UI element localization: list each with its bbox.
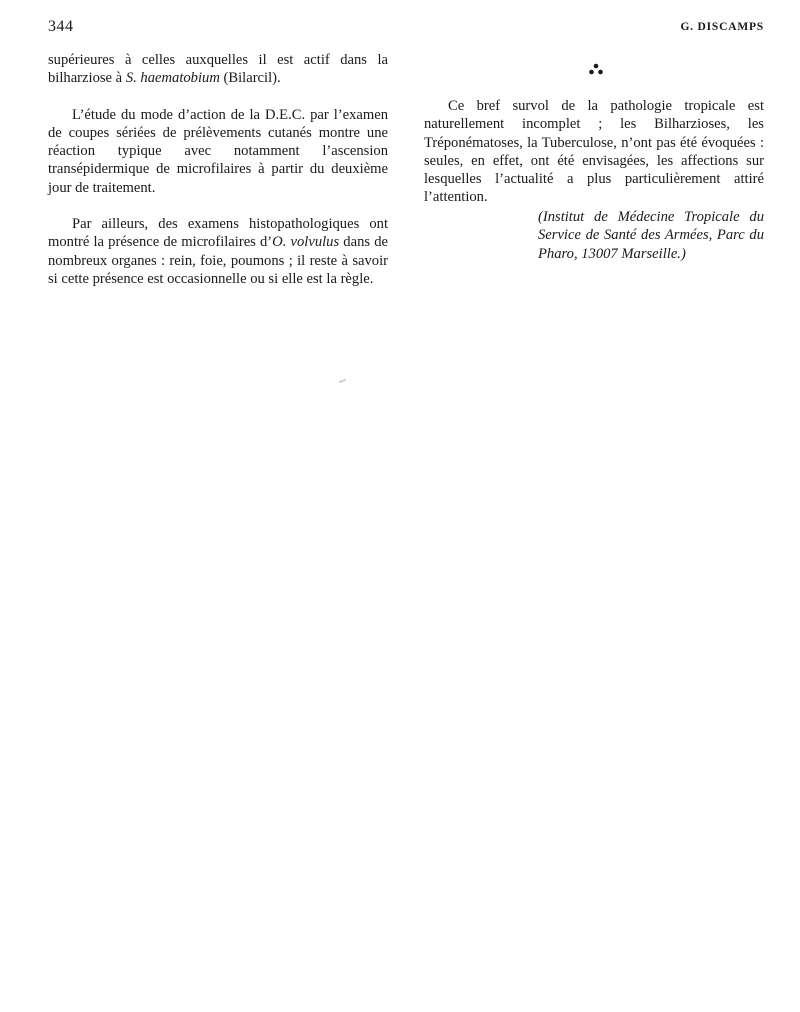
running-head-author: G. DISCAMPS — [680, 21, 764, 33]
conclusion-paragraph: Ce bref survol de la pathologie tropicale est naturellement incomplet ; les Bilharzioses, les Tréponématoses, la Tuberculose, n’ont pas été évoquées : seules, en effet, ont été envisagées, les affections sur lesquelles l’actualité a plus particulièrement attiré l’attention. — [424, 98, 764, 206]
scan-speck — [339, 379, 346, 383]
author-affiliation: (Institut de Médecine Tropicale du Service de Santé des Armées, Parc du Pharo, 13007 Marseille.) — [538, 209, 764, 262]
histopathology-paragraph — [48, 215, 388, 288]
left-column — [48, 51, 388, 288]
right-column — [424, 97, 764, 207]
page-number: 344 — [48, 18, 74, 35]
continuation-text-start: supérieures à celles auxquelles il est actif dans la bilharziose à — [48, 52, 388, 87]
asterism-ornament-icon — [586, 62, 606, 76]
species-name-haematobium: S. haematobium — [125, 70, 220, 87]
continuation-paragraph — [48, 51, 388, 88]
histopathology-text-end: dans de nombreux organes : rein, foie, poumons ; il reste à savoir si cette présence est occasionnelle ou si elle est la règle. — [48, 234, 388, 287]
dec-action-paragraph: L’étude du mode d’action de la D.E.C. par l’examen de coupes sériées de prélèvements cutanés montre une réaction typique avec notamment l’ascension transépidermique de microfilaires à partir du deuxième jour de traitement. — [48, 106, 388, 196]
histopathology-text-start: Par ailleurs, des examens histopathologiques ont montré la présence de microfilaires d’ — [48, 216, 388, 251]
continuation-text-end: (Bilarcil). — [219, 70, 281, 87]
species-name-volvulus: O. volvulus — [272, 234, 340, 251]
